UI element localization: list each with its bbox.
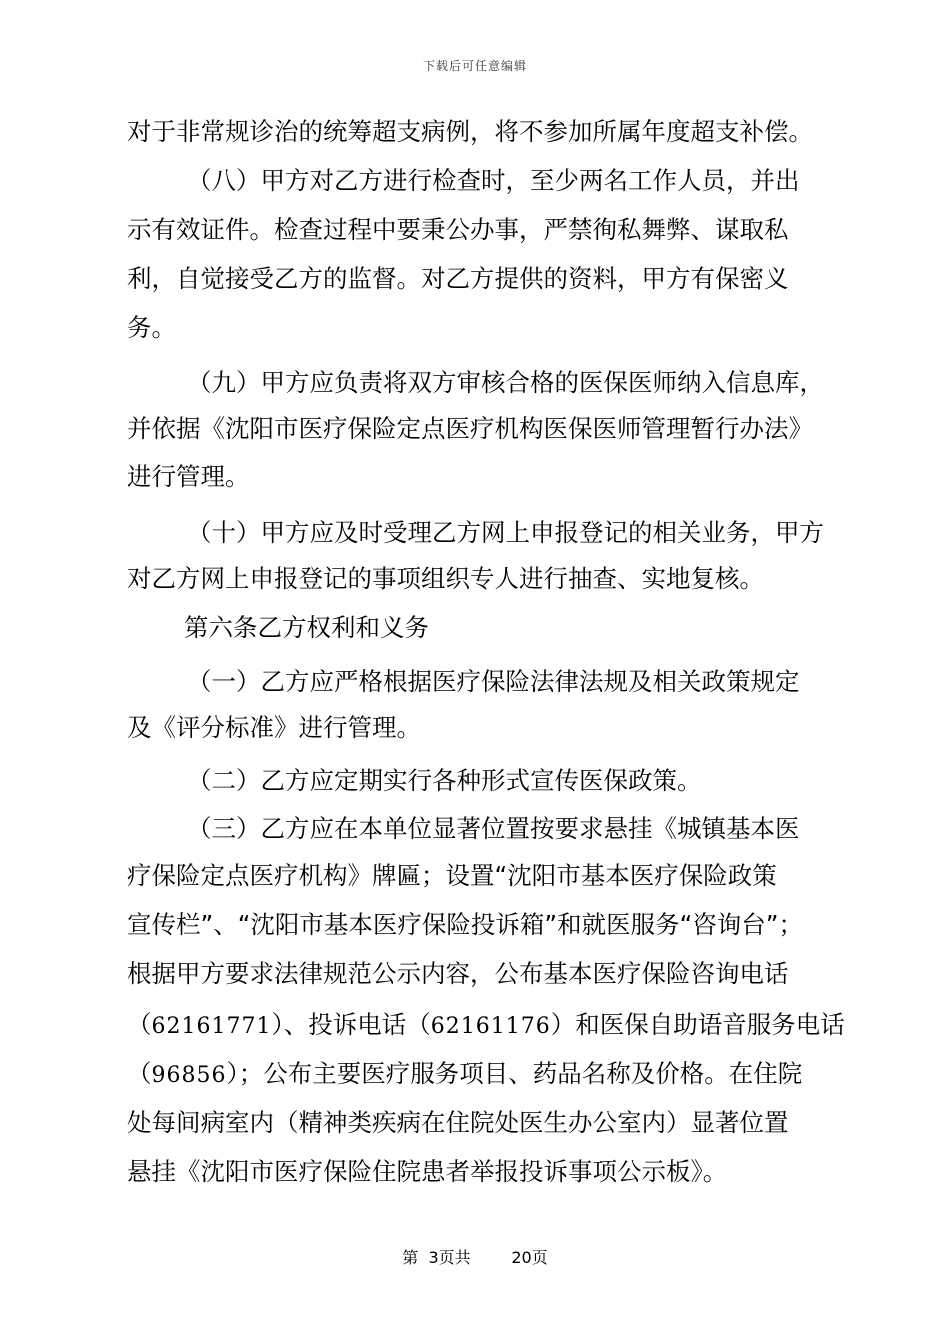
text-complaint-label: ）、投诉电话（ [271,1010,431,1039]
body-line-17: 宣传栏”、“沈阳市基本医疗保险投诉箱”和就医服务“咨询台”； [127,910,803,939]
body-line-18: 根据甲方要求法律规范公示内容，公布基本医疗保险咨询电话 [127,959,789,988]
body-line-8: 进行管理。 [127,462,250,491]
text-voice-service-label: ）和医保自助语音服务电话 [550,1010,845,1039]
page-number-label: 第 3页共 [402,1248,471,1267]
article-heading: 第六条乙方权利和义务 [184,613,429,642]
body-line-1: 对于非常规诊治的统筹超支病例，将不参加所属年度超支补偿。 [127,117,813,146]
body-line-6: （九）甲方应负责将双方审核合格的医保医师纳入信息库， [187,368,824,397]
body-line-4: 利，自觉接受乙方的监督。对乙方提供的资料，甲方有保密义 [127,264,789,293]
text-publish-items: ）；公布主要医疗服务项目、药品名称及价格。在住院 [226,1059,803,1088]
body-line-2: （八）甲方对乙方进行检查时，至少两名工作人员，并出 [187,166,800,195]
body-line-16: 疗保险定点医疗机构》牌匾；设置“沈阳市基本医疗保险政策 [127,861,777,890]
paren-open: （ [127,1010,152,1039]
download-note: 下载后可任意编辑 [422,59,527,73]
consult-phone-number: 62161771 [151,1014,272,1039]
body-line-3: 示有效证件。检查过程中要秉公办事，严禁徇私舞弊、谋取私 [127,215,789,244]
body-line-13: 及《评分标准》进行管理。 [127,713,421,742]
body-line-15: （三）乙方应在本单位显著位置按要求悬挂《城镇基本医 [187,814,800,843]
body-line-10: 对乙方网上申报登记的事项组织专人进行抽查、实地复核。 [127,564,764,593]
voice-service-number: 96856 [151,1063,227,1088]
body-line-21: 处每间病室内（精神类疾病在住院处医生办公室内）显著位置 [127,1108,789,1137]
page-footer [0,1245,950,1268]
total-pages-label: 20页 [511,1248,548,1267]
body-line-9: （十）甲方应及时受理乙方网上申报登记的相关业务，甲方 [187,518,824,547]
body-line-5: 务。 [127,313,176,342]
body-line-22: 悬挂《沈阳市医疗保险住院患者举报投诉事项公示板》。 [127,1157,728,1186]
body-line-phones-2 [127,1059,802,1091]
body-line-12: （一）乙方应严格根据医疗保险法律法规及相关政策规定 [187,667,800,696]
paren-open: （ [127,1059,152,1088]
body-line-14: （二）乙方应定期实行各种形式宣传医保政策。 [187,766,702,795]
body-line-phones-1 [127,1010,845,1042]
body-line-7: 并依据《沈阳市医疗保险定点医疗机构医保医师管理暂行办法》 [127,414,813,443]
complaint-phone-number: 62161176 [430,1014,551,1039]
